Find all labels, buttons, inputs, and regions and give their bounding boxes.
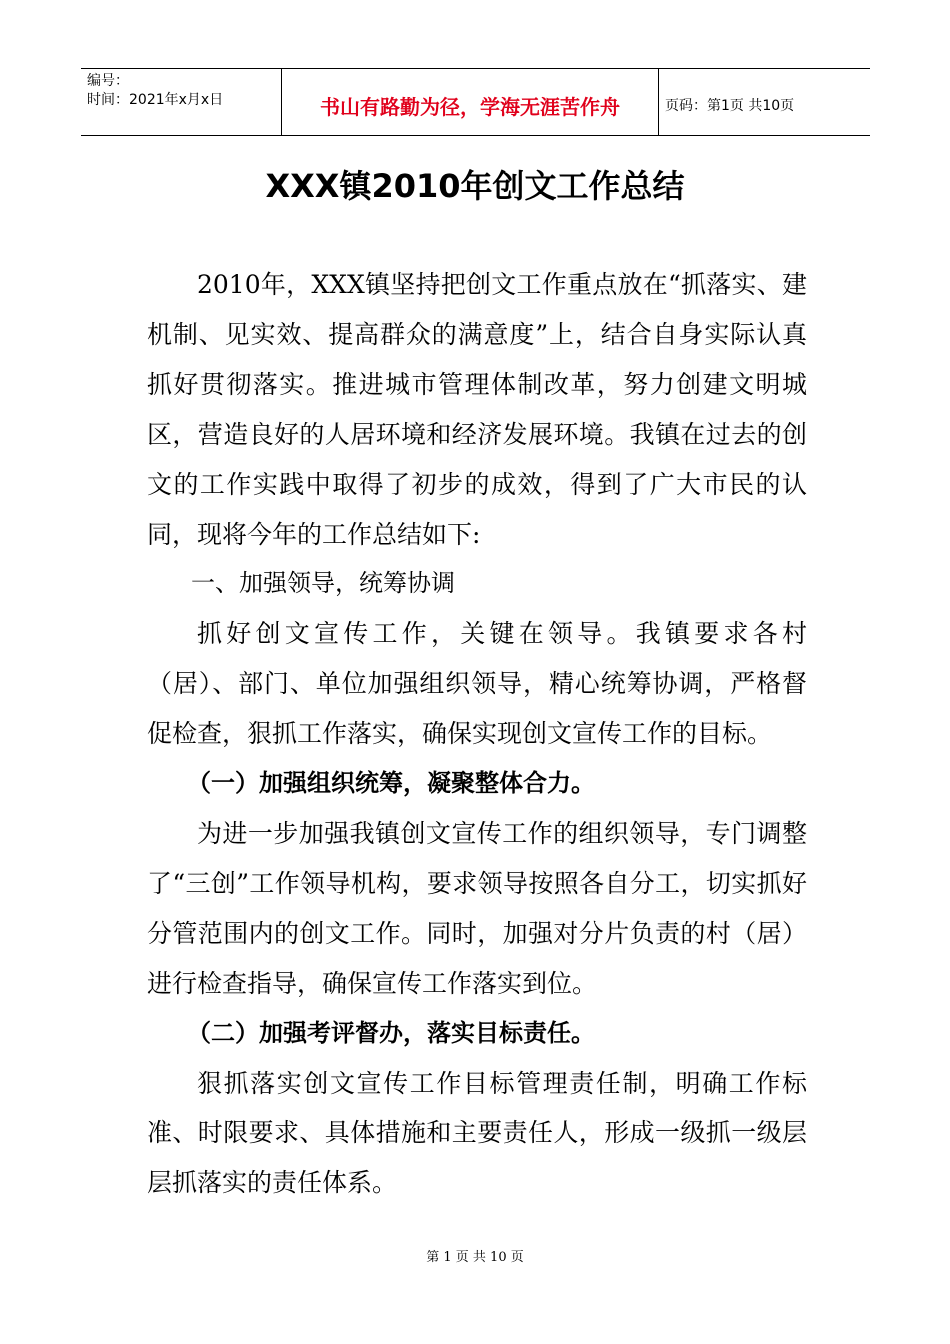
header-page-info: 页码：第1页 共10页 xyxy=(665,98,795,114)
subsection-heading-1: （一）加强组织统筹，凝聚整体合力。 xyxy=(187,769,595,798)
paragraph-organization: 为进一步加强我镇创文宣传工作的组织领导，专门调整了“三创”工作领导机构，要求领导按照各自分工，切实抓好分管范围内的创文工作。同时，加强对分片负责的村（居）进行检查指导，确保宣传工作落实到位。 xyxy=(147,818,807,998)
paragraph-leadership: 抓好创文宣传工作，关键在领导。我镇要求各村（居）、部门、单位加强组织领导，精心统筹协调，严格督促检查，狠抓工作落实，确保实现创文宣传工作的目标。 xyxy=(147,619,807,749)
header-motto: 书山有路勤为径，学海无涯苦作舟 xyxy=(282,69,659,135)
subsection-heading-2: （二）加强考评督办，落实目标责任。 xyxy=(187,1018,595,1047)
document-title: XXX镇2010年创文工作总结 xyxy=(265,167,685,205)
paragraph-intro: 2010年，XXX镇坚持把创文工作重点放在“抓落实、建机制、见实效、提高群众的满意度”上，结合自身实际认真抓好贯彻落实。推进城市管理体制改革，努力创建文明城区，营造良好的人居环境和经济发展环境。我镇在过去的创文的工作实践中取得了初步的成效，得到了广大市民的认同，现将今年的工作总结如下: xyxy=(147,270,807,549)
document-body xyxy=(147,260,807,1208)
section-heading-1: 一、加强领导，统筹协调 xyxy=(191,569,455,598)
date-label: 时间：2021年x月x日 xyxy=(87,92,224,108)
header-table xyxy=(81,68,870,136)
number-label: 编号： xyxy=(87,73,129,89)
paragraph-responsibility: 狠抓落实创文宣传工作目标管理责任制，明确工作标准、时限要求、具体措施和主要责任人，形成一级抓一级层层抓落实的责任体系。 xyxy=(147,1068,807,1198)
page-footer: 第 1 页 共 10 页 xyxy=(426,1250,524,1265)
header-meta-cell xyxy=(81,69,282,135)
